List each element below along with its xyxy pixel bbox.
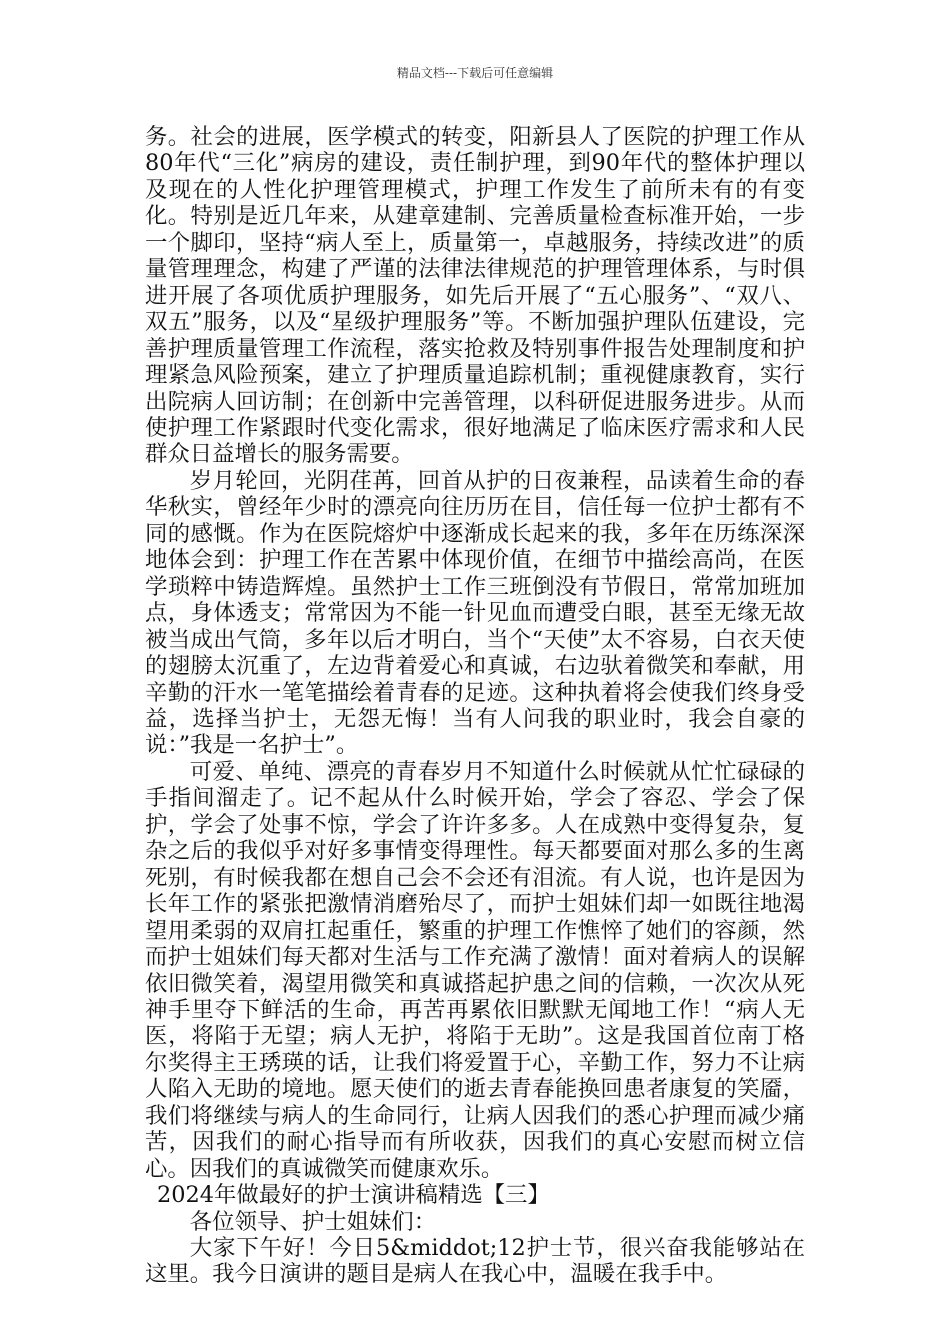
paragraph-opening: 大家下午好！今日5&middot;12护士节，很兴奋我能够站在这里。我今日演讲的题目是病人在我心中，温暖在我手中。: [145, 1235, 805, 1288]
page-header: 精品文档---下载后可任意编辑: [396, 66, 554, 80]
paragraph-continuation: 务。社会的进展，医学模式的转变，阳新县人了医院的护理工作从80年代“三化”病房的建设，责任制护理，到90年代的整体护理以及现在的人性化护理管理模式，护理工作发生了前所未有的有变化。特别是近几年来，从建章建制、完善质量检查标准开始，一步一个脚印，坚持“病人至上，质量第一，卓越服务，持续改进”的质量管理理念，构建了严谨的法律法律规范的护理管理体系，与时俱进开展了各项优质护理服务，如先后开展了“五心服务”、“双八、双五”服务，以及“星级护理服务”等。不断加强护理队伍建设，完善护理质量管理工作流程，落实抢救及特别事件报告处理制度和护理紧急风险预案，建立了护理质量追踪机制；重视健康教育，实行出院病人回访制；在创新中完善管理，以科研促进服务进步。从而使护理工作紧跟时代变化需求，很好地满足了临床医疗需求和人民群众日益增长的服务需要。: [145, 124, 805, 468]
section-heading: 2024年做最好的护士演讲稿精选【三】: [157, 1182, 550, 1209]
paragraph-youth: 可爱、单纯、漂亮的青春岁月不知道什么时候就从忙忙碌碌的手指间溜走了。记不起从什么时候开始，学会了容忍、学会了保护，学会了处事不惊，学会了许许多多。人在成熟中变得复杂，复杂之后的我似乎对好多事情变得理性。每天都要面对那么多的生离死别，有时候我都在想自己会不会还有泪流。有人说，也许是因为长年工作的紧张把激情消磨殆尽了，而护士姐妹们却一如既往地渴望用柔弱的双肩扛起重任，繁重的护理工作憔悴了她们的容颜，然而护士姐妹们每天都对生活与工作充满了激情！面对着病人的误解依旧微笑着，渴望用微笑和真诚搭起护患之间的信赖，一次次从死神手里夺下鲜活的生命，再苦再累依旧默默无闻地工作！“病人无医，将陷于无望；病人无护，将陷于无助”。这是我国首位南丁格尔奖得主王琇瑛的话，让我们将爱置于心，辛勤工作，努力不让病人陷入无助的境地。愿天使们的逝去青春能换回患者康复的笑靥，我们将继续与病人的生命同行，让病人因我们的悉心护理而减少痛苦，因我们的耐心指导而有所收获，因我们的真心安慰而树立信心。因我们的真诚微笑而健康欢乐。: [145, 758, 805, 1182]
document-body: [145, 124, 805, 1288]
salutation: 各位领导、护士姐妹们：: [189, 1208, 437, 1235]
paragraph-reflection: 岁月轮回，光阴荏苒，回首从护的日夜兼程，品读着生命的春华秋实，曾经年少时的漂亮向往历历在目，信任每一位护士都有不同的感慨。作为在医院熔炉中逐渐成长起来的我，多年在历练深深地体会到：护理工作在苦累中体现价值，在细节中描绘高尚，在医学琐粹中铸造辉煌。虽然护士工作三班倒没有节假日，常常加班加点，身体透支；常常因为不能一针见血而遭受白眼，甚至无缘无故被当成出气筒，多年以后才明白，当个“天使”太不容易，白衣天使的翅膀太沉重了，左边背着爱心和真诚，右边驮着微笑和奉献，用辛勤的汗水一笔笔描绘着青春的足迹。这种执着将会使我们终身受益，选择当护士，无怨无悔！当有人问我的职业时，我会自豪的说：”我是一名护士”。: [145, 467, 805, 759]
